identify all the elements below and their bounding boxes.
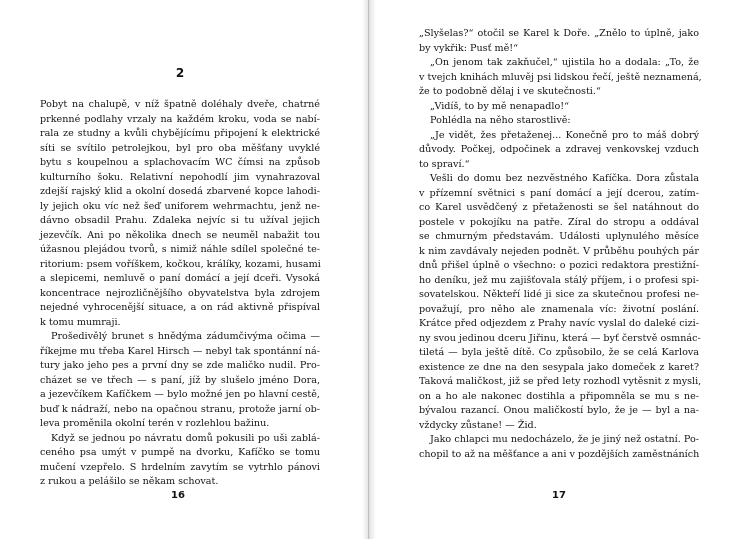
text-line: a jezevčíkem Kafíčkem — bylo možné jen po hlavní cestě,: [40, 389, 320, 400]
text-line: dávno obsadil Prahu. Zdaleka nejvíc si tu užíval jejich: [40, 215, 320, 226]
text-line: síti se svítilo petrolejkou, byl pro oba měšťany uvyklé: [40, 142, 320, 154]
text-line: že to podobně dělaj i ve skutečnosti.“: [419, 86, 601, 97]
text-line: v přízemní světnici s paní domácí a její dcerou, zatím-: [419, 187, 699, 199]
text-line: by vykřik: Pusť mě!“: [419, 42, 519, 54]
text-line: ritorium: psem voříškem, kočkou, králíky, kozami, husami: [40, 258, 321, 270]
text-line: z rukou a pelášilo se někam schovat.: [40, 476, 219, 487]
text-line: říkejme mu třeba Karel Hirsch — nebyl tak spontánní ná-: [40, 345, 320, 357]
text-line: postele v pokojíku na patře. Zíral do stropu a oddával: [419, 216, 699, 228]
text-line: bytu s koupelnou a splachovacím WC čímsi na způsob: [40, 157, 320, 168]
text-line: důvody. Počkej, odpočinek a zdravej venkovskej vzduch: [419, 144, 699, 155]
text-line: Když se jednou po návratu domů pokusili po uši zablá-: [51, 432, 320, 444]
text-line: vždycky zůstane! — Žid.: [419, 419, 537, 431]
book-gutter-shadow: [362, 0, 376, 539]
text-line: nejedné vyhrocenější situace, a on rád aktivně přispíval: [40, 302, 320, 313]
text-line: zdejší rajský klid a okolní dosedá zbarvené kopce lahodi-: [40, 186, 320, 197]
text-line: co Karel usvědčený z přetaženosti se šel natáhnout do: [419, 202, 699, 213]
text-line: se chmurným představám. Události uplynulého měsíce: [419, 231, 699, 242]
text-line: ceného psa umýt v pumpě na dvorku, Kafíčko se tomu: [40, 447, 320, 458]
text-line: Pobyt na chalupě, v níž špatně doléhaly dveře, chatrné: [40, 99, 320, 110]
page-number-left: 16: [171, 490, 185, 501]
left-page-text: [40, 98, 320, 490]
text-line: rala ze studny a kvůli chybějícímu připojení k elektrické: [40, 128, 320, 139]
chapter-number: 2: [175, 66, 185, 80]
text-line: Krátce před odjezdem z Prahy navíc vyslal do daleké cizi-: [419, 318, 699, 329]
text-line: úžasnou plejádou tvorů, s nimiž náhle sdílel společné te-: [40, 244, 320, 255]
text-line: leva proměnila okolní terén v rozlehlou bažinu.: [40, 418, 270, 429]
text-line: dnů přišel úplně o všechno: o pozici redaktora prestižní-: [419, 260, 699, 271]
text-line: k tomu mumraji.: [40, 316, 121, 328]
text-line: to spraví.“: [419, 158, 470, 170]
text-line: v tvejch knihách mluvěj psi lidskou řečí, ještě neznamená,: [419, 71, 702, 83]
text-line: prkenné podlahy vrzaly na každém kroku, voda se nabí-: [40, 113, 320, 125]
text-line: „Je vidět, žes přetaženej... Konečně pro to máš dobrý: [430, 129, 699, 141]
text-line: tury jako jeho pes a první dny se zde maličko nudil. Pro-: [40, 360, 320, 371]
text-line: cházet se ve třech — s paní, jíž by slušelo jméno Dora,: [40, 374, 320, 386]
text-line: sovatelskou. Někteří lidé ji sice za skutečnou profesi ne-: [419, 289, 699, 300]
left-page: [0, 0, 368, 539]
text-line: považují, pro něho ale znamenala víc: životní poslání.: [419, 303, 699, 315]
text-line: mučení vzepřelo. S hrdelním zavytím se vytrhlo pánovi: [40, 461, 320, 473]
text-line: bývalou razancí. Onou maličkostí bylo, že je — byl a na-: [419, 405, 699, 416]
text-line: ho deníku, jež mu zajišťovala stálý příjem, i o profesi spi-: [419, 274, 699, 286]
page-number-right: 17: [552, 490, 566, 501]
right-page: [369, 0, 737, 539]
text-line: Taková maličkost, již se před lety rozhodl vytěsnit z mysli,: [419, 376, 702, 387]
text-line: Vešli do domu bez nezvěstného Kafíčka. Dora zůstala: [430, 173, 699, 184]
text-line: on a ho ale nakonec dostihla a připomněla se mu s ne-: [419, 390, 699, 402]
text-line: a slepicemi, nemluvě o paní domácí a její dceři. Vysoká: [40, 273, 320, 284]
text-line: koncentrace nejrozličnějšího obyvatelstva byla zdrojem: [40, 287, 320, 299]
text-line: buď k nádraží, nebo na opačnou stranu, protože jarní ob-: [40, 403, 320, 415]
text-line: chopil to až na měšťance a ani v pozdějších zaměstnáních: [419, 448, 700, 460]
text-line: jezevčík. Ani po několika dnech se neuměl nabažit tou: [40, 229, 320, 241]
text-line: ny svou jedinou dceru Jiřinu, která — byť čerstvě osmnác-: [419, 332, 701, 344]
text-line: Pohlédla na něho starostlivě:: [430, 115, 571, 126]
text-line: Prošedivělý brunet s hnědýma zádumčivýma očima —: [51, 331, 320, 342]
text-line: ly jejich oku víc než šeď uniforem wehrmachtu, jenž ne-: [40, 200, 320, 212]
text-line: k nim zavdávaly nejeden podnět. V průběhu pouhých pár: [419, 245, 699, 257]
text-line: kulturního šoku. Relativní nepohodlí jim vynahrazoval: [40, 171, 320, 183]
text-line: „On jenom tak zakňučel,“ ujistila ho a dodala: „To, že: [430, 57, 699, 68]
text-line: existence ze dne na den sesypala jako domeček z karet?: [419, 361, 699, 373]
text-line: „Vidíš, to by mě nenapadlo!“: [430, 100, 569, 112]
right-page-text: [419, 27, 702, 462]
text-line: tiletá — byla ještě dítě. Co způsobilo, že se celá Karlova: [419, 347, 699, 358]
text-line: Jako chlapci mu nedocházelo, že je jiný než ostatní. Po-: [430, 434, 699, 445]
text-line: „Slyšelas?“ otočil se Karel k Doře. „Znělo to úplně, jako: [419, 28, 699, 39]
